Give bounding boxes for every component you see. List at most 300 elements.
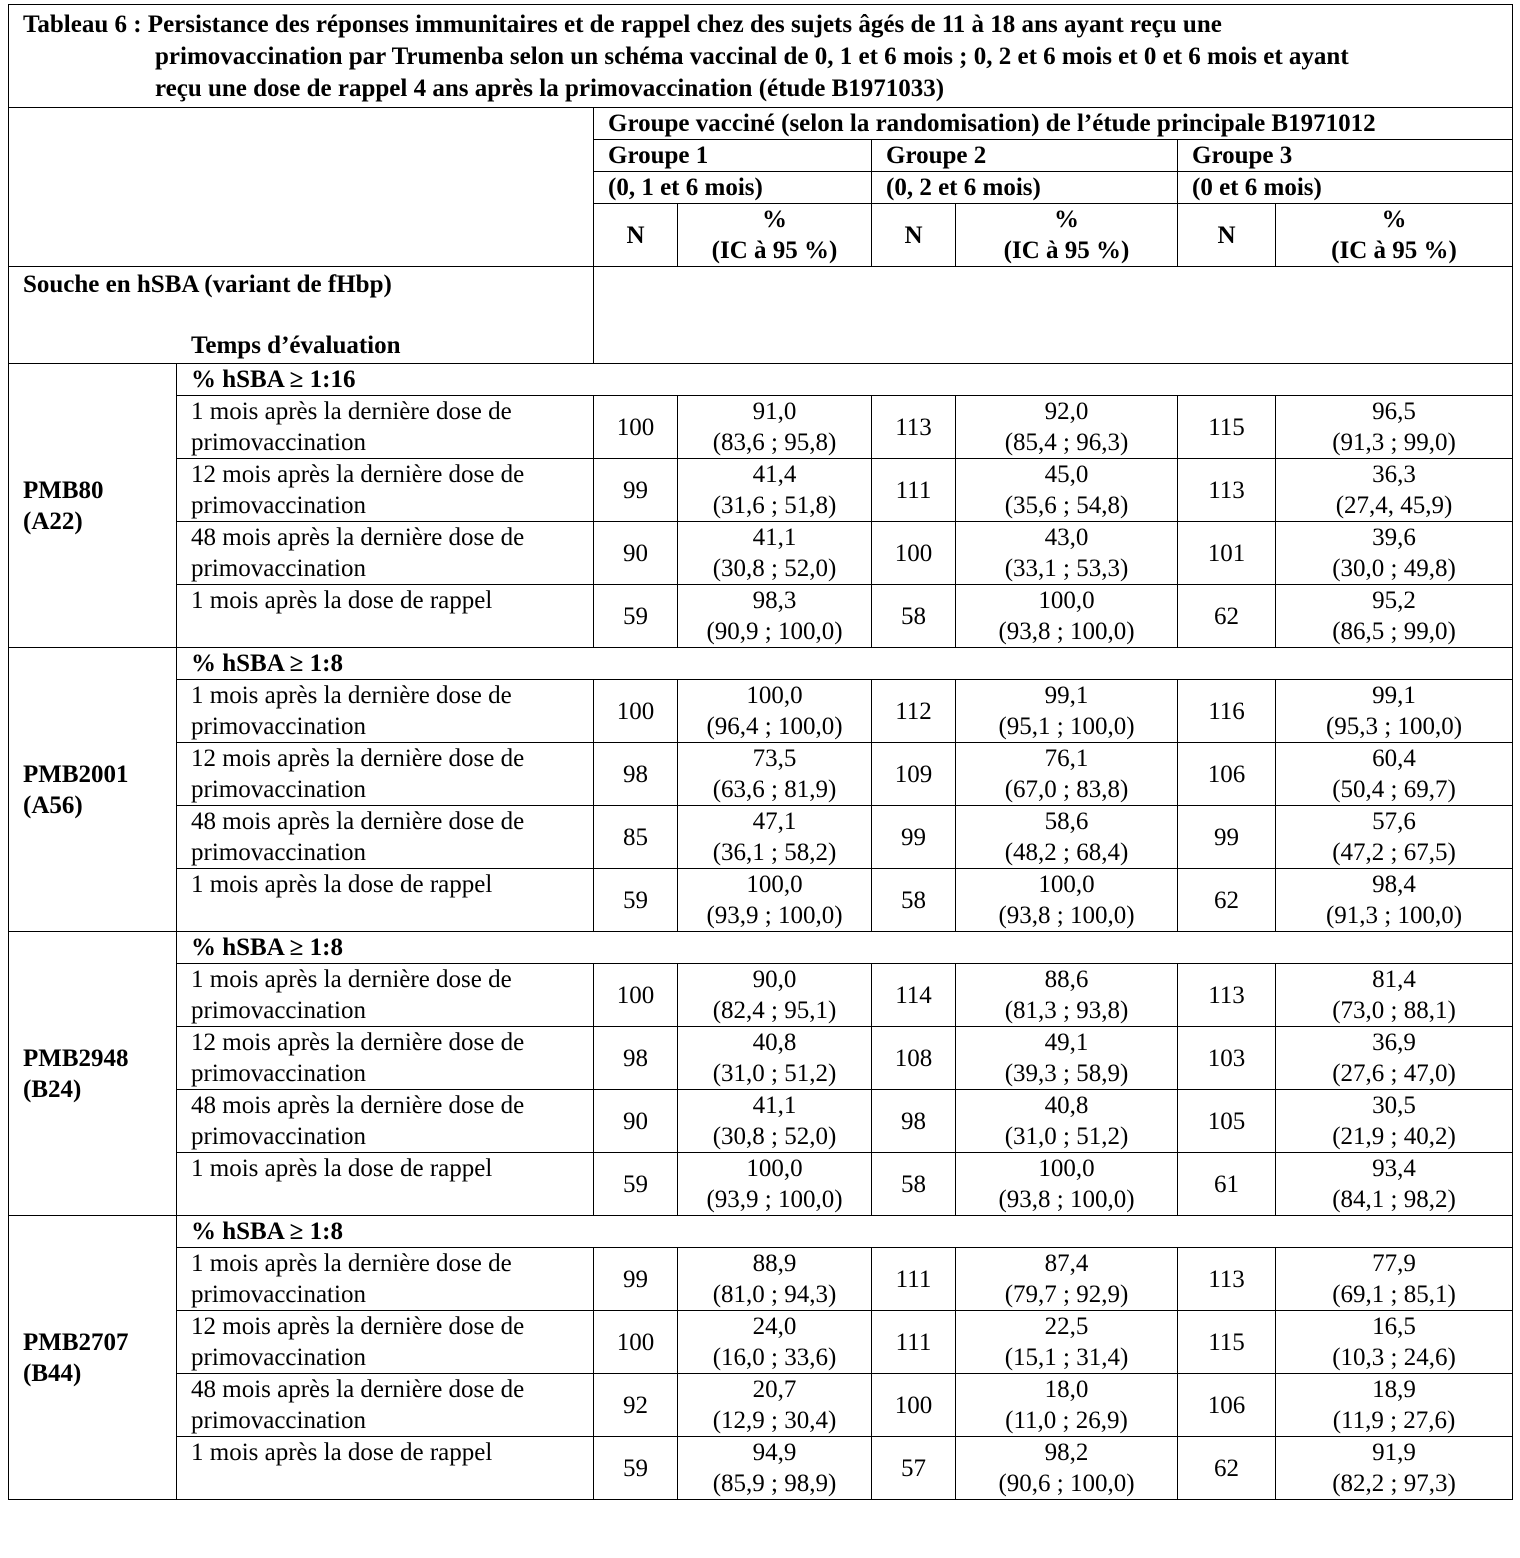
- group-3-schedule: (0 et 6 mois): [1178, 172, 1513, 204]
- percent-value: 100,0: [746, 871, 803, 898]
- confidence-interval: (96,4 ; 100,0): [706, 713, 843, 740]
- time-point-line-2: primovaccination: [191, 555, 366, 582]
- document-page: [8, 4, 1512, 1500]
- percent-value: 18,0: [1044, 1376, 1089, 1403]
- time-point-label: [177, 1090, 594, 1153]
- percent-value: 95,2: [1372, 587, 1416, 614]
- percent-ci-cell: [678, 1153, 872, 1216]
- percent-ci-cell: [956, 459, 1178, 522]
- confidence-interval: (27,4, 45,9): [1335, 492, 1453, 519]
- percent-ci-cell: [1276, 806, 1513, 869]
- n-cell: 59: [594, 1153, 678, 1216]
- percent-value: 43,0: [1044, 524, 1089, 551]
- time-point-line-2: [191, 1184, 593, 1215]
- percent-ci-cell: [678, 743, 872, 806]
- group-heading: Groupe vacciné (selon la randomisation) de l’étude principale B1971012: [594, 108, 1513, 140]
- time-point-line-2: primovaccination: [191, 997, 366, 1024]
- percent-value: 30,5: [1372, 1092, 1416, 1119]
- confidence-interval: (50,4 ; 69,7): [1332, 776, 1456, 803]
- confidence-interval: (30,8 ; 52,0): [712, 1123, 837, 1150]
- percent-ci-cell: [956, 806, 1178, 869]
- table-row: [9, 869, 1513, 932]
- percent-value: 91,9: [1372, 1439, 1416, 1466]
- time-point-label: [177, 585, 594, 648]
- percent-ci-cell: [678, 1248, 872, 1311]
- time-point-line-1: 12 mois après la dernière dose de: [191, 745, 525, 772]
- percent-value: 88,6: [1044, 966, 1089, 993]
- table-title-line-1: Tableau 6 : Persistance des réponses immunitaires et de rappel chez des sujets âgés de 11 à 18 ans ayant reçu une: [23, 11, 1222, 38]
- time-point-line-1: 1 mois après la dose de rappel: [191, 1155, 493, 1182]
- group-1-schedule: (0, 1 et 6 mois): [594, 172, 872, 204]
- percent-value: 77,9: [1372, 1250, 1416, 1277]
- percent-value: 98,4: [1372, 871, 1416, 898]
- time-point-label: [177, 1153, 594, 1216]
- confidence-interval: (69,1 ; 85,1): [1332, 1281, 1456, 1308]
- percent-value: 60,4: [1372, 745, 1416, 772]
- confidence-interval: (48,2 ; 68,4): [1004, 839, 1129, 866]
- time-point-label: [177, 396, 594, 459]
- percent-ci-cell: [678, 1027, 872, 1090]
- confidence-interval: (39,3 ; 58,9): [1004, 1060, 1129, 1087]
- percent-value: 18,9: [1372, 1376, 1416, 1403]
- confidence-interval: (67,0 ; 83,8): [1004, 776, 1129, 803]
- confidence-interval: (27,6 ; 47,0): [1332, 1060, 1456, 1087]
- n-cell: 57: [872, 1437, 956, 1500]
- percent-value: 45,0: [1044, 461, 1089, 488]
- percent-value: 88,9: [752, 1250, 797, 1277]
- time-point-line-1: 12 mois après la dernière dose de: [191, 1313, 525, 1340]
- confidence-interval: (93,9 ; 100,0): [706, 902, 843, 929]
- table-row: [9, 1153, 1513, 1216]
- n-cell: 115: [1178, 1311, 1276, 1374]
- n-cell: 62: [1178, 585, 1276, 648]
- confidence-interval: (79,7 ; 92,9): [1004, 1281, 1129, 1308]
- confidence-interval: (15,1 ; 31,4): [1004, 1344, 1129, 1371]
- time-point-label: [177, 1027, 594, 1090]
- percent-ci-cell: [1276, 1437, 1513, 1500]
- percent-value: 40,8: [1044, 1092, 1089, 1119]
- percent-ci-cell: [956, 743, 1178, 806]
- n-cell: 109: [872, 743, 956, 806]
- table-row: [9, 964, 1513, 1027]
- percent-value: 100,0: [1038, 587, 1095, 614]
- percent-ci-cell: [956, 585, 1178, 648]
- confidence-interval: (81,3 ; 93,8): [1004, 997, 1129, 1024]
- table-row: [9, 1090, 1513, 1153]
- percent-value: 100,0: [1038, 1155, 1095, 1182]
- table-row: [9, 459, 1513, 522]
- temps-label: Temps d’évaluation: [191, 332, 401, 359]
- time-point-label: [177, 459, 594, 522]
- table-body: [9, 5, 1513, 1500]
- n-cell: 113: [1178, 964, 1276, 1027]
- confidence-interval: (91,3 ; 99,0): [1332, 429, 1456, 456]
- percent-ci-cell: [956, 1027, 1178, 1090]
- confidence-interval: (30,8 ; 52,0): [712, 555, 837, 582]
- group-1-n-header: N: [594, 204, 678, 267]
- n-cell: 99: [872, 806, 956, 869]
- confidence-interval: (10,3 ; 24,6): [1332, 1344, 1456, 1371]
- percent-value: 40,8: [752, 1029, 797, 1056]
- strain-name-line-2: (B44): [23, 1359, 82, 1387]
- percent-value: 94,9: [752, 1439, 797, 1466]
- percent-value: 100,0: [746, 682, 803, 709]
- percent-ci-cell: [1276, 743, 1513, 806]
- percent-ci-cell: [956, 1374, 1178, 1437]
- n-cell: 90: [594, 1090, 678, 1153]
- time-point-line-1: 1 mois après la dose de rappel: [191, 871, 493, 898]
- header-row-souche: [9, 267, 1513, 364]
- time-point-line-2: [191, 1468, 593, 1499]
- n-cell: 111: [872, 1311, 956, 1374]
- confidence-interval: (30,0 ; 49,8): [1332, 555, 1456, 582]
- n-cell: 58: [872, 585, 956, 648]
- percent-value: 99,1: [1044, 682, 1089, 709]
- souche-header-cell: [9, 267, 594, 364]
- n-cell: 100: [872, 1374, 956, 1437]
- n-cell: 113: [1178, 459, 1276, 522]
- percent-value: 98,3: [752, 587, 797, 614]
- group-1-pct-header: [678, 204, 872, 267]
- percent-value: 57,6: [1372, 808, 1416, 835]
- n-cell: 115: [1178, 396, 1276, 459]
- confidence-interval: (11,9 ; 27,6): [1332, 1407, 1456, 1434]
- pct-header-line-1: %: [1054, 206, 1079, 233]
- percent-value: 76,1: [1044, 745, 1089, 772]
- table-row: [9, 1248, 1513, 1311]
- time-point-line-2: [191, 616, 593, 647]
- group-2-schedule: (0, 2 et 6 mois): [872, 172, 1178, 204]
- confidence-interval: (93,9 ; 100,0): [706, 1186, 843, 1213]
- time-point-label: [177, 743, 594, 806]
- n-cell: 106: [1178, 743, 1276, 806]
- n-cell: 106: [1178, 1374, 1276, 1437]
- percent-value: 58,6: [1044, 808, 1089, 835]
- percent-ci-cell: [1276, 396, 1513, 459]
- percent-ci-cell: [678, 1437, 872, 1500]
- percent-value: 16,5: [1372, 1313, 1416, 1340]
- percent-value: 91,0: [752, 398, 797, 425]
- n-cell: 114: [872, 964, 956, 1027]
- strain-name-line-1: PMB2707: [23, 1328, 129, 1356]
- n-cell: 100: [594, 964, 678, 1027]
- n-cell: 98: [594, 1027, 678, 1090]
- n-cell: 108: [872, 1027, 956, 1090]
- confidence-interval: (93,8 ; 100,0): [998, 902, 1135, 929]
- n-cell: 112: [872, 680, 956, 743]
- percent-ci-cell: [678, 522, 872, 585]
- confidence-interval: (81,0 ; 94,3): [712, 1281, 837, 1308]
- n-cell: 92: [594, 1374, 678, 1437]
- confidence-interval: (95,3 ; 100,0): [1325, 713, 1463, 740]
- n-cell: 85: [594, 806, 678, 869]
- time-point-line-1: 12 mois après la dernière dose de: [191, 1029, 525, 1056]
- percent-ci-cell: [1276, 680, 1513, 743]
- confidence-interval: (47,2 ; 67,5): [1332, 839, 1456, 866]
- pct-header-line-2: (IC à 95 %): [1331, 237, 1457, 264]
- n-cell: 62: [1178, 869, 1276, 932]
- confidence-interval: (63,6 ; 81,9): [712, 776, 837, 803]
- table-row: [9, 680, 1513, 743]
- percent-ci-cell: [956, 1437, 1178, 1500]
- table-row: [9, 1374, 1513, 1437]
- n-cell: 99: [594, 459, 678, 522]
- percent-ci-cell: [956, 522, 1178, 585]
- percent-ci-cell: [678, 585, 872, 648]
- n-cell: 101: [1178, 522, 1276, 585]
- percent-ci-cell: [956, 680, 1178, 743]
- strain-name: [9, 364, 177, 648]
- n-cell: 99: [594, 1248, 678, 1311]
- time-point-line-1: 48 mois après la dernière dose de: [191, 1376, 525, 1403]
- n-cell: 100: [594, 1311, 678, 1374]
- percent-ci-cell: [1276, 459, 1513, 522]
- table-row: [9, 743, 1513, 806]
- group-2-n-header: N: [872, 204, 956, 267]
- percent-value: 41,4: [752, 461, 797, 488]
- group-2-name: Groupe 2: [872, 140, 1178, 172]
- time-point-line-2: primovaccination: [191, 1344, 366, 1371]
- percent-ci-cell: [956, 396, 1178, 459]
- confidence-interval: (82,4 ; 95,1): [712, 997, 837, 1024]
- percent-ci-cell: [1276, 869, 1513, 932]
- time-point-line-2: primovaccination: [191, 839, 366, 866]
- table-row: [9, 1437, 1513, 1500]
- table-row: [9, 806, 1513, 869]
- confidence-interval: (36,1 ; 58,2): [712, 839, 837, 866]
- confidence-interval: (93,8 ; 100,0): [998, 1186, 1135, 1213]
- confidence-interval: (21,9 ; 40,2): [1332, 1123, 1456, 1150]
- percent-ci-cell: [678, 1090, 872, 1153]
- percent-ci-cell: [678, 396, 872, 459]
- time-point-line-1: 1 mois après la dernière dose de: [191, 682, 512, 709]
- group-3-n-header: N: [1178, 204, 1276, 267]
- time-point-label: [177, 680, 594, 743]
- percent-value: 73,5: [752, 745, 797, 772]
- percent-value: 49,1: [1044, 1029, 1089, 1056]
- confidence-interval: (73,0 ; 88,1): [1332, 997, 1456, 1024]
- confidence-interval: (83,6 ; 95,8): [712, 429, 837, 456]
- time-point-label: [177, 806, 594, 869]
- strain-threshold-row: [9, 1216, 1513, 1248]
- confidence-interval: (33,1 ; 53,3): [1004, 555, 1129, 582]
- percent-value: 99,1: [1372, 682, 1416, 709]
- percent-ci-cell: [956, 1153, 1178, 1216]
- percent-value: 47,1: [752, 808, 797, 835]
- header-row-group-heading: [9, 108, 1513, 140]
- percent-ci-cell: [678, 1374, 872, 1437]
- n-cell: 113: [872, 396, 956, 459]
- strain-name-line-1: PMB80: [23, 476, 104, 504]
- strain-name-line-2: (A56): [23, 791, 83, 819]
- strain-threshold-row: [9, 364, 1513, 396]
- strain-name: [9, 932, 177, 1216]
- time-point-line-1: 1 mois après la dose de rappel: [191, 1439, 493, 1466]
- percent-ci-cell: [1276, 1248, 1513, 1311]
- percent-value: 36,9: [1372, 1029, 1416, 1056]
- percent-ci-cell: [956, 1090, 1178, 1153]
- percent-value: 87,4: [1044, 1250, 1089, 1277]
- percent-ci-cell: [956, 869, 1178, 932]
- time-point-line-2: primovaccination: [191, 776, 366, 803]
- strain-name-line-1: PMB2948: [23, 1044, 129, 1072]
- time-point-line-2: primovaccination: [191, 713, 366, 740]
- confidence-interval: (90,9 ; 100,0): [706, 618, 843, 645]
- percent-ci-cell: [678, 806, 872, 869]
- n-cell: 100: [872, 522, 956, 585]
- time-point-label: [177, 1248, 594, 1311]
- n-cell: 59: [594, 869, 678, 932]
- time-point-label: [177, 869, 594, 932]
- n-cell: 100: [594, 396, 678, 459]
- confidence-interval: (85,4 ; 96,3): [1004, 429, 1129, 456]
- n-cell: 116: [1178, 680, 1276, 743]
- n-cell: 98: [594, 743, 678, 806]
- percent-value: 100,0: [746, 1155, 803, 1182]
- time-point-label: [177, 1374, 594, 1437]
- percent-value: 98,2: [1044, 1439, 1089, 1466]
- n-cell: 90: [594, 522, 678, 585]
- percent-ci-cell: [956, 1248, 1178, 1311]
- pct-header-line-1: %: [762, 206, 787, 233]
- strain-name-line-2: (B24): [23, 1075, 82, 1103]
- group-2-pct-header: [956, 204, 1178, 267]
- threshold-label: % hSBA ≥ 1:8: [177, 1216, 1513, 1248]
- header-corner-cell: [9, 108, 594, 267]
- percent-value: 41,1: [752, 524, 797, 551]
- time-point-line-1: 1 mois après la dernière dose de: [191, 1250, 512, 1277]
- n-cell: 100: [594, 680, 678, 743]
- n-cell: 59: [594, 585, 678, 648]
- percent-value: 90,0: [752, 966, 797, 993]
- confidence-interval: (93,8 ; 100,0): [998, 618, 1135, 645]
- percent-ci-cell: [678, 964, 872, 1027]
- n-cell: 103: [1178, 1027, 1276, 1090]
- threshold-label: % hSBA ≥ 1:16: [177, 364, 1513, 396]
- table-row: [9, 1311, 1513, 1374]
- percent-ci-cell: [956, 964, 1178, 1027]
- strain-name-line-2: (A22): [23, 507, 83, 535]
- strain-threshold-row: [9, 648, 1513, 680]
- percent-value: 39,6: [1372, 524, 1416, 551]
- confidence-interval: (91,3 ; 100,0): [1325, 902, 1463, 929]
- confidence-interval: (84,1 ; 98,2): [1332, 1186, 1456, 1213]
- percent-ci-cell: [956, 1311, 1178, 1374]
- time-point-line-1: 12 mois après la dernière dose de: [191, 461, 525, 488]
- n-cell: 98: [872, 1090, 956, 1153]
- n-cell: 113: [1178, 1248, 1276, 1311]
- percent-value: 20,7: [752, 1376, 797, 1403]
- percent-value: 41,1: [752, 1092, 797, 1119]
- percent-value: 36,3: [1372, 461, 1416, 488]
- percent-value: 92,0: [1044, 398, 1089, 425]
- time-point-label: [177, 964, 594, 1027]
- confidence-interval: (31,0 ; 51,2): [1004, 1123, 1129, 1150]
- percent-ci-cell: [678, 459, 872, 522]
- confidence-interval: (95,1 ; 100,0): [998, 713, 1135, 740]
- time-point-line-2: primovaccination: [191, 1123, 366, 1150]
- time-point-line-1: 1 mois après la dose de rappel: [191, 587, 493, 614]
- confidence-interval: (31,6 ; 51,8): [712, 492, 837, 519]
- strain-name: [9, 1216, 177, 1500]
- table-row: [9, 1027, 1513, 1090]
- confidence-interval: (85,9 ; 98,9): [712, 1470, 837, 1497]
- pct-header-line-1: %: [1381, 206, 1407, 233]
- n-cell: 59: [594, 1437, 678, 1500]
- group-1-name: Groupe 1: [594, 140, 872, 172]
- percent-value: 96,5: [1372, 398, 1416, 425]
- percent-ci-cell: [1276, 522, 1513, 585]
- percent-ci-cell: [1276, 1374, 1513, 1437]
- confidence-interval: (35,6 ; 54,8): [1004, 492, 1129, 519]
- percent-value: 100,0: [1038, 871, 1095, 898]
- confidence-interval: (31,0 ; 51,2): [712, 1060, 837, 1087]
- time-point-line-2: [191, 900, 593, 931]
- confidence-interval: (82,2 ; 97,3): [1332, 1470, 1456, 1497]
- percent-ci-cell: [678, 1311, 872, 1374]
- souche-label: Souche en hSBA (variant de fHbp): [23, 271, 392, 298]
- percent-ci-cell: [678, 680, 872, 743]
- threshold-label: % hSBA ≥ 1:8: [177, 648, 1513, 680]
- percent-ci-cell: [1276, 1027, 1513, 1090]
- pct-header-line-2: (IC à 95 %): [711, 237, 838, 264]
- n-cell: 58: [872, 1153, 956, 1216]
- time-point-line-1: 1 mois après la dernière dose de: [191, 398, 512, 425]
- n-cell: 61: [1178, 1153, 1276, 1216]
- percent-ci-cell: [678, 869, 872, 932]
- confidence-interval: (90,6 ; 100,0): [998, 1470, 1135, 1497]
- percent-value: 93,4: [1372, 1155, 1416, 1182]
- table-title-line-3: reçu une dose de rappel 4 ans après la primovaccination (étude B1971033): [155, 75, 945, 102]
- strain-name: [9, 648, 177, 932]
- percent-ci-cell: [1276, 964, 1513, 1027]
- caption-row: [9, 5, 1513, 108]
- confidence-interval: (16,0 ; 33,6): [712, 1344, 837, 1371]
- confidence-interval: (11,0 ; 26,9): [1005, 1407, 1128, 1434]
- n-cell: 111: [872, 1248, 956, 1311]
- time-point-line-2: primovaccination: [191, 492, 366, 519]
- percent-value: 81,4: [1372, 966, 1416, 993]
- table-title: [9, 5, 1513, 108]
- table-title-line-2: primovaccination par Trumenba selon un schéma vaccinal de 0, 1 et 6 mois ; 0, 2 et 6 mois et 0 et 6 mois et ayant: [155, 43, 1349, 70]
- souche-empty-cell: [594, 267, 1513, 364]
- percent-value: 24,0: [752, 1313, 797, 1340]
- n-cell: 62: [1178, 1437, 1276, 1500]
- pct-header-line-2: (IC à 95 %): [1003, 237, 1130, 264]
- group-3-pct-header: [1276, 204, 1513, 267]
- percent-ci-cell: [1276, 1311, 1513, 1374]
- results-table: [8, 4, 1513, 1500]
- n-cell: 58: [872, 869, 956, 932]
- time-point-label: [177, 1311, 594, 1374]
- n-cell: 105: [1178, 1090, 1276, 1153]
- confidence-interval: (12,9 ; 30,4): [712, 1407, 837, 1434]
- time-point-line-1: 1 mois après la dernière dose de: [191, 966, 512, 993]
- time-point-label: [177, 1437, 594, 1500]
- table-row: [9, 585, 1513, 648]
- percent-ci-cell: [1276, 1153, 1513, 1216]
- table-row: [9, 396, 1513, 459]
- time-point-line-2: primovaccination: [191, 1060, 366, 1087]
- confidence-interval: (86,5 ; 99,0): [1332, 618, 1456, 645]
- strain-threshold-row: [9, 932, 1513, 964]
- time-point-line-1: 48 mois après la dernière dose de: [191, 1092, 525, 1119]
- threshold-label: % hSBA ≥ 1:8: [177, 932, 1513, 964]
- time-point-line-1: 48 mois après la dernière dose de: [191, 808, 525, 835]
- group-3-name: Groupe 3: [1178, 140, 1513, 172]
- percent-value: 22,5: [1044, 1313, 1089, 1340]
- time-point-line-2: primovaccination: [191, 429, 366, 456]
